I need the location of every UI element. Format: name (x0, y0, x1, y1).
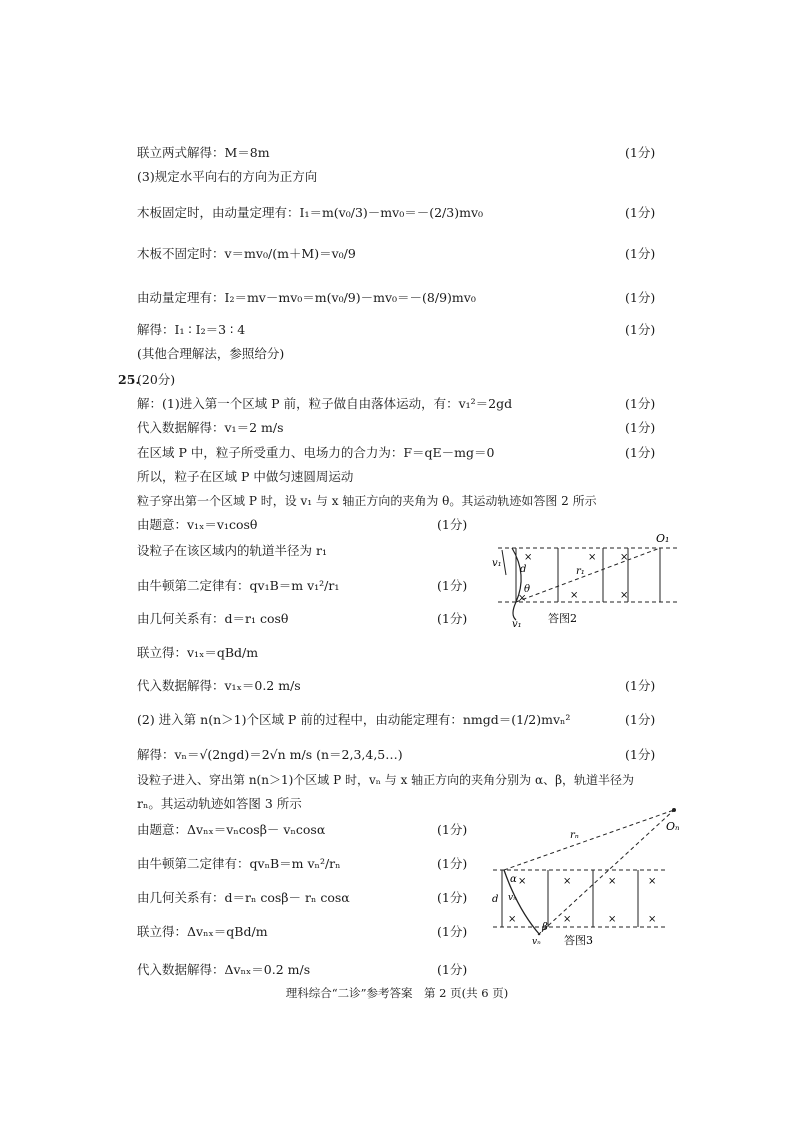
text-line: 设粒子在该区域内的轨道半径为 r₁ (137, 543, 327, 558)
text-line: 在区域 P 中，粒子所受重力、电场力的合力为：F＝qE－mg＝0 (137, 445, 495, 460)
score-mark: (1分) (625, 145, 656, 160)
cross-mark: × (518, 593, 527, 604)
text-line: 粒子穿出第一个区域 P 时，设 v₁ 与 x 轴正方向的夹角为 θ。其运动轨迹如答图 2 所示 (137, 494, 597, 508)
figure-caption: 答图2 (548, 612, 577, 625)
text-line: 由几何关系有：d＝rₙ cosβ－ rₙ cosα (137, 890, 350, 905)
cross-mark: × (508, 914, 517, 925)
radius-label: rₙ (570, 830, 579, 841)
velocity-label: vₙ (532, 937, 541, 947)
answer-figure-2 (488, 530, 688, 630)
text-line: 代入数据解得：v₁ₓ＝0.2 m/s (137, 678, 301, 693)
distance-label: d (520, 564, 527, 575)
cross-mark: × (563, 914, 572, 925)
score-mark: (1分) (437, 611, 468, 626)
text-line: 木板固定时，由动量定理有：I₁＝m(v₀/3)－mv₀＝－(2/3)mv₀ (137, 205, 484, 220)
score-mark: (1分) (625, 322, 656, 337)
answer-figure-3 (488, 800, 688, 950)
text-line: (其他合理解法，参照给分) (137, 346, 285, 361)
text-line: 联立两式解得：M＝8m (137, 145, 270, 160)
score-mark: (1分) (625, 205, 656, 220)
cross-mark: × (563, 876, 572, 887)
text-line: 代入数据解得：v₁＝2 m/s (137, 420, 284, 435)
score-mark: (1分) (625, 445, 656, 460)
distance-label: d (492, 894, 499, 905)
text-line: 解得：I₁ ∶ I₂＝3 ∶ 4 (137, 322, 246, 337)
cross-mark: × (620, 590, 629, 601)
angle-label: θ (524, 584, 531, 595)
score-mark: (1分) (437, 822, 468, 837)
score-mark: (1分) (625, 290, 656, 305)
score-mark: (1分) (437, 517, 468, 532)
text-line: 由动量定理有：I₂＝mv－mv₀＝m(v₀/9)－mv₀＝－(8/9)mv₀ (137, 290, 476, 305)
text-line: (2) 进入第 n(n＞1)个区域 P 前的过程中，由动能定理有：nmgd＝(1/2)mvₙ² (137, 712, 571, 727)
score-mark: (1分) (437, 924, 468, 939)
score-mark: (1分) (437, 962, 468, 977)
score-mark: (1分) (437, 856, 468, 871)
text-line: 由牛顿第二定律有：qv₁B＝m v₁²/r₁ (137, 578, 340, 593)
question-number: 25. (118, 372, 140, 387)
score-mark: (1分) (625, 747, 656, 762)
angle-label: α (510, 874, 517, 885)
text-line: 木板不固定时：v＝mv₀/(m＋M)＝v₀/9 (137, 246, 356, 261)
text-line: 由题意：Δvₙₓ＝vₙcosβ－ vₙcosα (137, 822, 326, 837)
text-line: 代入数据解得：Δvₙₓ＝0.2 m/s (137, 962, 311, 977)
score-mark: (1分) (437, 890, 468, 905)
text-line: 解得：vₙ＝√(2ngd)＝2√n m/s (n＝2,3,4,5…) (137, 747, 403, 762)
text-line: (3)规定水平向右的方向为正方向 (137, 169, 318, 184)
text-line: 所以，粒子在区域 P 中做匀速圆周运动 (137, 469, 354, 484)
score-mark: (1分) (625, 246, 656, 261)
score-mark: (1分) (625, 420, 656, 435)
cross-mark: × (588, 552, 597, 563)
text-line: 设粒子进入、穿出第 n(n＞1)个区域 P 时，vₙ 与 x 轴正方向的夹角分别为 α、β，轨道半径为 (137, 773, 635, 787)
figure-caption: 答图3 (564, 934, 593, 947)
score-mark: (1分) (625, 678, 656, 693)
page-footer: 理科综合“二诊”参考答案 第 2 页(共 6 页) (285, 986, 509, 1000)
radius-label: r₁ (576, 566, 585, 577)
cross-mark: × (570, 590, 579, 601)
velocity-label: v₁ (492, 558, 502, 569)
velocity-label: v₁ (512, 619, 522, 630)
cross-mark: × (608, 914, 617, 925)
text-line: 联立得：v₁ₓ＝qBd/m (137, 645, 259, 660)
score-mark: (1分) (625, 396, 656, 411)
angle-label: β (542, 922, 548, 933)
velocity-label: vₙ (508, 893, 517, 903)
text-line: 由牛顿第二定律有：qvₙB＝m vₙ²/rₙ (137, 856, 341, 871)
text-line: 解：(1)进入第一个区域 P 前，粒子做自由落体运动，有：v₁²＝2gd (137, 396, 513, 411)
center-label: Oₙ (666, 820, 680, 833)
cross-mark: × (518, 876, 527, 887)
cross-mark: × (608, 876, 617, 887)
text-line: 由题意：v₁ₓ＝v₁cosθ (137, 517, 258, 532)
text-line: rₙ。其运动轨迹如答图 3 所示 (137, 796, 302, 811)
text-line: 由几何关系有：d＝r₁ cosθ (137, 611, 289, 626)
center-label: O₁ (656, 532, 670, 545)
text-line: (20分) (137, 372, 176, 387)
text-line: 联立得：Δvₙₓ＝qBd/m (137, 924, 268, 939)
cross-mark: × (620, 552, 629, 563)
cross-mark: × (524, 552, 533, 563)
cross-mark: × (648, 876, 657, 887)
score-mark: (1分) (625, 712, 656, 727)
cross-mark: × (648, 914, 657, 925)
score-mark: (1分) (437, 578, 468, 593)
